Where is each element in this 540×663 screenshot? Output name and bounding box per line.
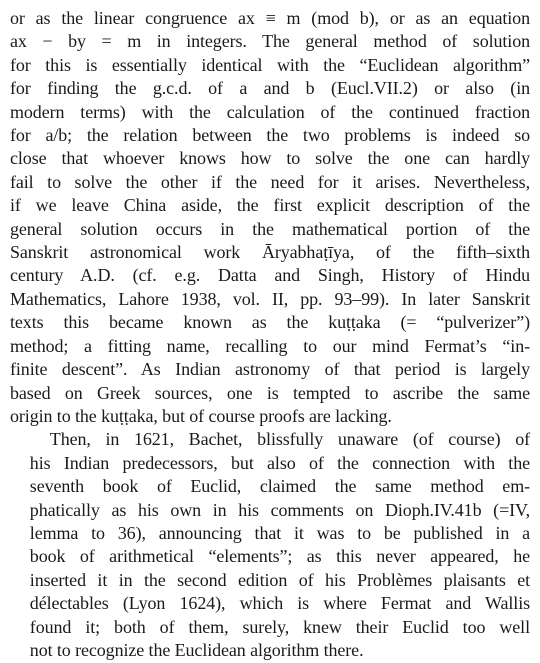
- text-line: for finding the g.c.d. of a and b (Eucl.VII.2) or also (in: [10, 78, 530, 99]
- text-line: based on Greek sources, one is tempted to ascribe the same: [10, 382, 530, 403]
- text-line: or as the linear congruence ax ≡ m (mod b), or as an equation: [10, 8, 530, 28]
- text-line: his Indian predecessors, but also of the connection with the: [29, 452, 530, 473]
- text-line: Sanskrit astronomical work Āryabhaṭīya, of the fifth–sixth: [10, 242, 530, 263]
- text-line: finite descent”. As Indian astronomy of that period is largely: [10, 359, 530, 380]
- text-line: texts this became known as the kuṭṭaka (= “pulverizer”): [10, 312, 530, 333]
- text-line: for this is essentially identical with the “Euclidean algorithm”: [10, 54, 530, 75]
- text-line: book of arithmetical “elements”; as this never appeared, he: [29, 546, 530, 567]
- paragraph-1: [10, 7, 530, 428]
- text-line: century A.D. (cf. e.g. Datta and Singh, History of Hindu: [10, 265, 530, 286]
- text-line: for a/b; the relation between the two problems is indeed so: [10, 125, 530, 146]
- text-line: Mathematics, Lahore 1938, vol. II, pp. 93–99). In later Sanskrit: [10, 288, 530, 309]
- text-line: phatically as his own in his comments on Dioph.IV.41b (=IV,: [29, 499, 530, 520]
- text-line: if we leave China aside, the first explicit description of the: [10, 195, 530, 216]
- text-line: general solution occurs in the mathematical portion of the: [10, 218, 530, 239]
- text-line: not to recognize the Euclidean algorithm there.: [29, 639, 364, 660]
- text-line: found it; both of them, surely, knew their Euclid too well: [29, 616, 530, 637]
- text-line: close that whoever knows how to solve the one can hardly: [10, 148, 530, 169]
- paragraph-2: [10, 428, 530, 662]
- text-line: method; a fitting name, recalling to our mind Fermat’s “in-: [10, 335, 530, 356]
- text-line: Then, in 1621, Bachet, blissfully unaware (of course) of: [49, 429, 530, 450]
- text-line: inserted it in the second edition of his Problèmes plaisants et: [29, 569, 530, 590]
- text-line: ax − by = m in integers. The general method of solution: [10, 31, 530, 52]
- text-line: origin to the kuṭṭaka, but of course proofs are lacking.: [10, 405, 392, 426]
- text-line: modern terms) with the calculation of the continued fraction: [10, 101, 530, 122]
- text-line: délectables (Lyon 1624), which is where Fermat and Wallis: [29, 593, 530, 614]
- text-line: fail to solve the other if the need for it arises. Nevertheless,: [10, 171, 530, 192]
- text-line: seventh book of Euclid, claimed the same method em-: [29, 476, 530, 497]
- text-line: lemma to 36), announcing that it was to be published in a: [29, 522, 530, 543]
